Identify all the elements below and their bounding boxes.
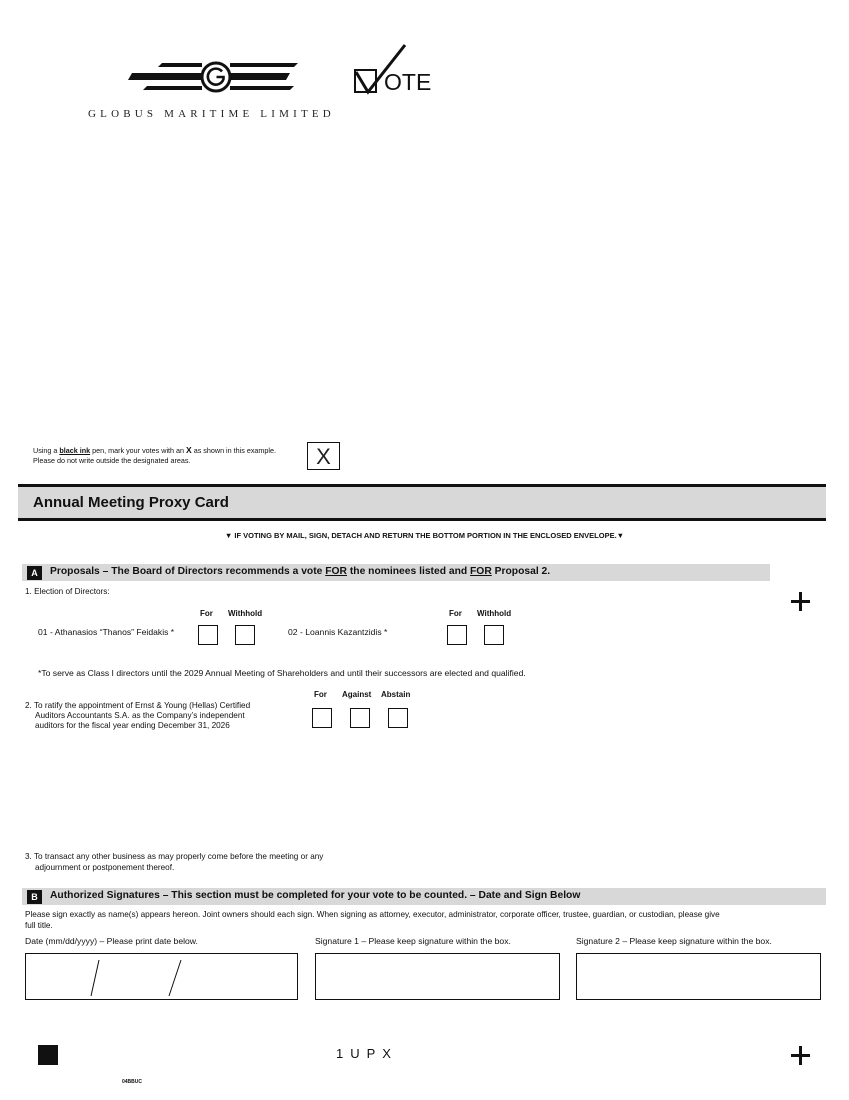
company-name: GLOBUS MARITIME LIMITED (88, 108, 335, 120)
section-b-label: B (27, 890, 42, 904)
signature-2-field[interactable] (576, 953, 821, 1000)
heading-a-post: Proposal 2. (491, 566, 551, 577)
proposal-3-line-1: 3. To transact any other business as may properly come before the meeting or any (25, 852, 324, 861)
nominee-2-label: 02 - Loannis Kazantzidis * (288, 627, 388, 637)
instr-mid: pen, mark your votes with an (90, 446, 187, 455)
section-b-heading: Authorized Signatures – This section must be completed for your vote to be counted. – Date and Sign Below (50, 890, 581, 901)
directors-footnote: *To serve as Class I directors until the 2029 Annual Meeting of Shareholders and until their successors are elected and qualified. (38, 668, 526, 678)
nominee-2-withhold-header: Withhold (477, 609, 512, 618)
heading-a-pre: Proposals – The Board of Directors recommends a vote (50, 566, 326, 577)
proposal-1-title: 1. Election of Directors: (25, 587, 110, 596)
proposal-2-for-header: For (314, 690, 327, 699)
section-a-heading (50, 567, 550, 577)
registration-plus-icon-bottom (791, 1046, 810, 1065)
nominee-1-for-checkbox[interactable] (198, 625, 218, 645)
signature-1-field[interactable] (315, 953, 560, 1000)
proposal-2-abstain-header: Abstain (381, 690, 411, 699)
example-x-mark: X (316, 444, 331, 469)
section-a-label: A (27, 566, 42, 580)
globus-logo-icon (126, 58, 302, 98)
proposal-2-against-header: Against (342, 690, 372, 699)
instr-pre: Using a (33, 446, 60, 455)
proposal-3-line-2: adjournment or postponement thereof. (35, 863, 175, 872)
proposal-2-line-2: Auditors Accountants S.A. as the Company’s independent (35, 711, 245, 720)
heading-a-mid: the nominees listed and (347, 566, 471, 577)
registration-plus-icon (791, 592, 810, 611)
proposal-2-line-1: 2. To ratify the appointment of Ernst & Young (Hellas) Certified (25, 701, 251, 710)
signature-1-label: Signature 1 – Please keep signature within the box. (315, 936, 511, 946)
nominee-1-withhold-header: Withhold (228, 609, 263, 618)
sign-instructions-line-1: Please sign exactly as name(s) appears hereon. Joint owners should each sign. When signing as attorney, executor, administrator, corporate officer, trustee, guardian, or custodian, please give (25, 910, 720, 919)
footer-small-code: 04BBUC (122, 1079, 143, 1085)
date-separator-icon (26, 954, 296, 998)
sign-instructions-line-2: full title. (25, 921, 53, 930)
heading-a-for2: FOR (470, 566, 492, 577)
proposal-2-line-3: auditors for the fiscal year ending December 31, 2026 (35, 721, 230, 730)
proposal-2-abstain-checkbox[interactable] (388, 708, 408, 728)
date-field-label: Date (mm/dd/yyyy) – Please print date below. (25, 936, 198, 946)
heading-a-for1: FOR (325, 566, 347, 577)
nominee-1-label: 01 - Athanasios “Thanos” Feidakis * (38, 627, 175, 637)
nominee-2-for-checkbox[interactable] (447, 625, 467, 645)
vote-logo-text: OTE (384, 69, 432, 95)
nominee-1-for-header: For (200, 609, 213, 618)
example-mark-box (307, 442, 340, 470)
card-title: Annual Meeting Proxy Card (33, 494, 229, 511)
proposal-2-for-checkbox[interactable] (312, 708, 332, 728)
instr-black-ink: black ink (59, 446, 91, 455)
marking-instructions-line2: Please do not write outside the designated areas. (33, 456, 191, 465)
mail-notice: ▼ IF VOTING BY MAIL, SIGN, DETACH AND RETURN THE BOTTOM PORTION IN THE ENCLOSED ENVELOPE.▼ (224, 531, 625, 540)
footer-code: 1UPX (336, 1046, 398, 1061)
timing-mark (38, 1045, 58, 1065)
marking-instructions (33, 446, 276, 455)
nominee-2-for-header: For (449, 609, 462, 618)
instr-x: X (186, 445, 192, 455)
nominee-2-withhold-checkbox[interactable] (484, 625, 504, 645)
proposal-2-against-checkbox[interactable] (350, 708, 370, 728)
title-bottom-rule (18, 518, 826, 521)
instr-post: as shown in this example. (191, 446, 276, 455)
nominee-1-withhold-checkbox[interactable] (235, 625, 255, 645)
date-field[interactable] (25, 953, 298, 1000)
signature-2-label: Signature 2 – Please keep signature within the box. (576, 936, 772, 946)
